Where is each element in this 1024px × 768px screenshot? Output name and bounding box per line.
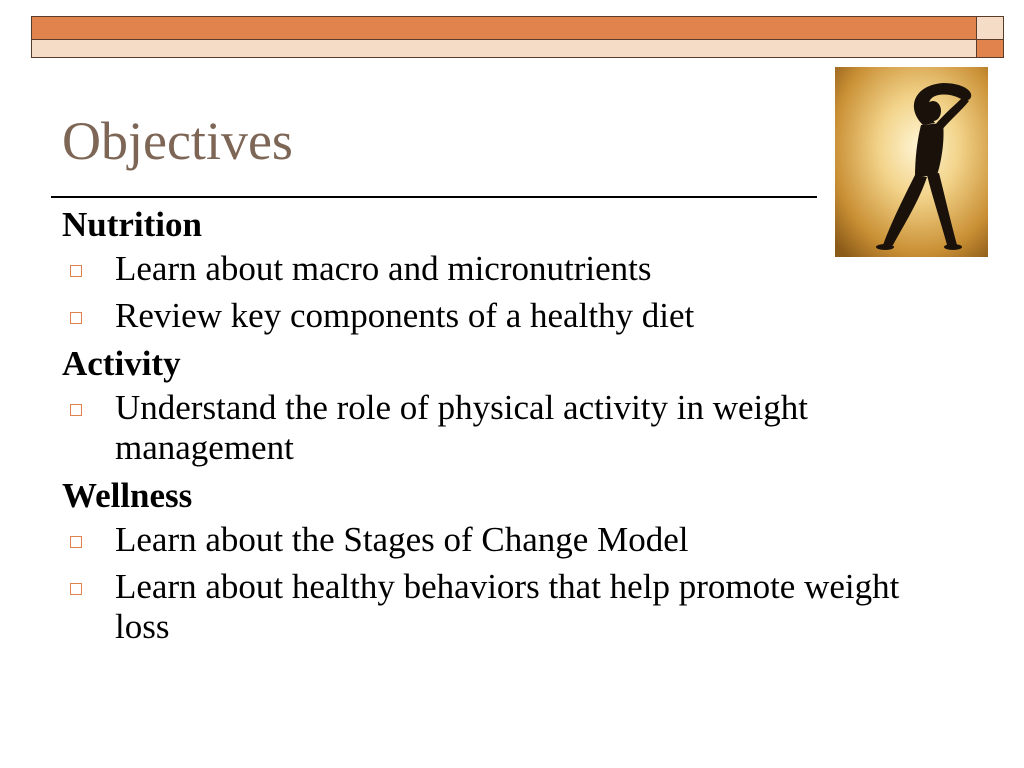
bullet-item bbox=[62, 520, 922, 560]
title-divider bbox=[51, 196, 817, 198]
bullet-text: Review key components of a healthy diet bbox=[115, 296, 695, 335]
header-bar-orange bbox=[31, 16, 977, 40]
square-bullet-icon bbox=[70, 404, 82, 416]
objectives-content bbox=[62, 204, 922, 654]
section-heading-activity: Activity bbox=[62, 344, 181, 383]
header-bar-cream bbox=[31, 40, 977, 58]
bullet-text: Learn about macro and micronutrients bbox=[115, 249, 652, 288]
bullet-item bbox=[62, 296, 922, 336]
slide-title: Objectives bbox=[62, 111, 293, 171]
bullet-item bbox=[62, 388, 922, 468]
bullet-item bbox=[62, 249, 922, 289]
section-heading-wellness: Wellness bbox=[62, 476, 193, 515]
header-square-light bbox=[977, 16, 1004, 40]
bullet-item bbox=[62, 567, 922, 647]
square-bullet-icon bbox=[70, 312, 82, 324]
decorative-header-bar bbox=[31, 16, 1004, 58]
header-square-orange bbox=[977, 40, 1004, 58]
bullet-text: Learn about the Stages of Change Model bbox=[115, 520, 689, 559]
bullet-text: Understand the role of physical activity in weight management bbox=[115, 388, 809, 467]
section-heading-nutrition: Nutrition bbox=[62, 205, 202, 244]
square-bullet-icon bbox=[70, 583, 82, 595]
square-bullet-icon bbox=[70, 265, 82, 277]
square-bullet-icon bbox=[70, 536, 82, 548]
bullet-text: Learn about healthy behaviors that help promote weight loss bbox=[115, 567, 900, 646]
